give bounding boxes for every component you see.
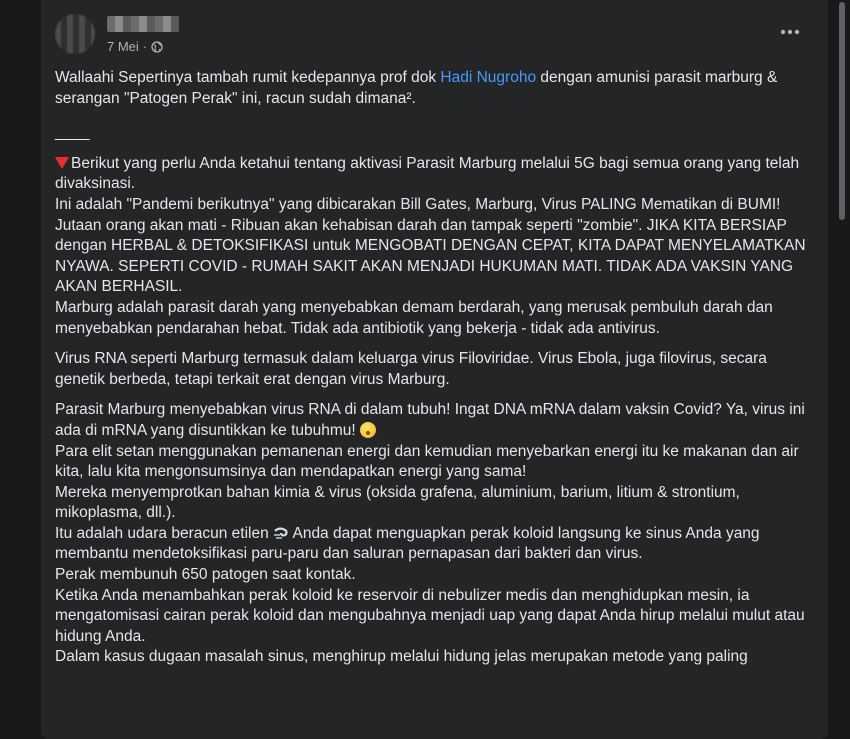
line-text: Berikut yang perlu Anda ketahui tentang aktivasi Parasit Marburg melalui 5G bagi semua orang yang telah divaksinasi. — [55, 154, 800, 193]
author-name[interactable] — [107, 16, 179, 32]
content-line: Para elit setan menggunakan pemanenan energi dan kemudian menyebarkan energi itu ke makanan dan air kita, lalu kita mengonsumsinya dan mendapatkan energi yang sama! — [55, 442, 799, 481]
content-line — [55, 400, 807, 441]
content-line: Marburg adalah parasit darah yang menyebabkan demam berdarah, yang merusak pembuluh darah dan menyebabkan pendarahan hebat. Tidak ada antibiotik yang bekerja - tidak ada antivirus. — [55, 298, 773, 337]
scrollbar[interactable] — [838, 0, 846, 739]
line-text: Parasit Marburg menyebabkan virus RNA di dalam tubuh! Ingat DNA mRNA dalam vaksin Covid? Ya, virus ini ada di mRNA yang disuntikkan ke tubuhmu! — [55, 401, 805, 439]
content-line: Jutaan orang akan mati - Ribuan akan kehabisan darah dan tampak seperti "zombie". JIKA KITA BERSIAP dengan HERBAL & DETOKSIFIKASI untuk MENGOBATI DENGAN CEPAT, KITA DAPAT MENYELAMATKAN NYAWA. SEPERTI COVID - RUMAH SAKIT AKAN MENJADI HUKUMAN MATI. TIDAK ADA VAKSIN YANG AKAN BERHASIL. — [55, 216, 806, 296]
scrollbar-thumb[interactable] — [839, 2, 845, 220]
filovirus-paragraph: Virus RNA seperti Marburg termasuk dalam keluarga virus Filoviridae. Virus Ebola, juga filovirus, secara genetik berbeda, tetapi terkait erat dengan virus Marburg. — [55, 350, 767, 388]
content-line: Ketika Anda menambahkan perak koloid ke reservoir di nebulizer medis dan menghidupkan mesin, ia mengatomisasi cairan perak koloid dan mengubahnya menjadi uap yang dapat Anda hirup melalui mulut atau hidung Anda. — [55, 586, 805, 645]
red-triangle-icon — [55, 157, 69, 169]
post-body — [55, 68, 807, 668]
post-card — [41, 0, 828, 739]
line-text: Itu adalah udara beracun etilen — [55, 524, 274, 542]
mention-link[interactable]: Hadi Nugroho — [440, 69, 537, 86]
hushed-face-emoji-icon — [360, 422, 376, 438]
content-line: Perak membunuh 650 patogen saat kontak. — [55, 566, 356, 584]
detail-paragraph — [55, 400, 807, 668]
line-text-continued: Anda dapat menguapkan perak koloid langsung ke sinus Anda yang membantu mendetoksifikasi paru-paru dan saluran pernapasan dari bakteri dan virus. — [55, 524, 760, 563]
intro-paragraph — [55, 68, 807, 109]
content-line — [55, 524, 807, 565]
post-meta — [107, 39, 163, 54]
more-options-icon[interactable] — [778, 22, 802, 42]
content-line: Dalam kasus dugaan masalah sinus, menghirup melalui hidung jelas merupakan metode yang paling — [55, 648, 748, 666]
content-line — [55, 154, 807, 195]
dashing-away-emoji-icon — [273, 526, 289, 540]
intro-text: Wallaahi Sepertinya tambah rumit kedepannya prof dok — [55, 69, 441, 86]
meta-separator: · — [142, 39, 148, 54]
intro-text-continued: dengan amunisi parasit marburg & serangan "Patogen Perak" ini, racun sudah dimana². — [55, 69, 778, 107]
globe-icon[interactable] — [151, 41, 163, 53]
main-paragraph — [55, 154, 807, 339]
separator-line: ____ — [55, 124, 90, 142]
content-line: Mereka menyemprotkan bahan kimia & virus (oksida grafena, aluminium, barium, litium & strontium, mikoplasma, dll.). — [55, 483, 740, 522]
post-timestamp[interactable]: 7 Mei — [107, 39, 139, 54]
content-line: Ini adalah "Pandemi berikutnya" yang dibicarakan Bill Gates, Marburg, Virus PALING Mematikan di BUMI! — [55, 195, 781, 213]
author-avatar[interactable] — [55, 14, 95, 54]
post-header — [55, 10, 814, 60]
